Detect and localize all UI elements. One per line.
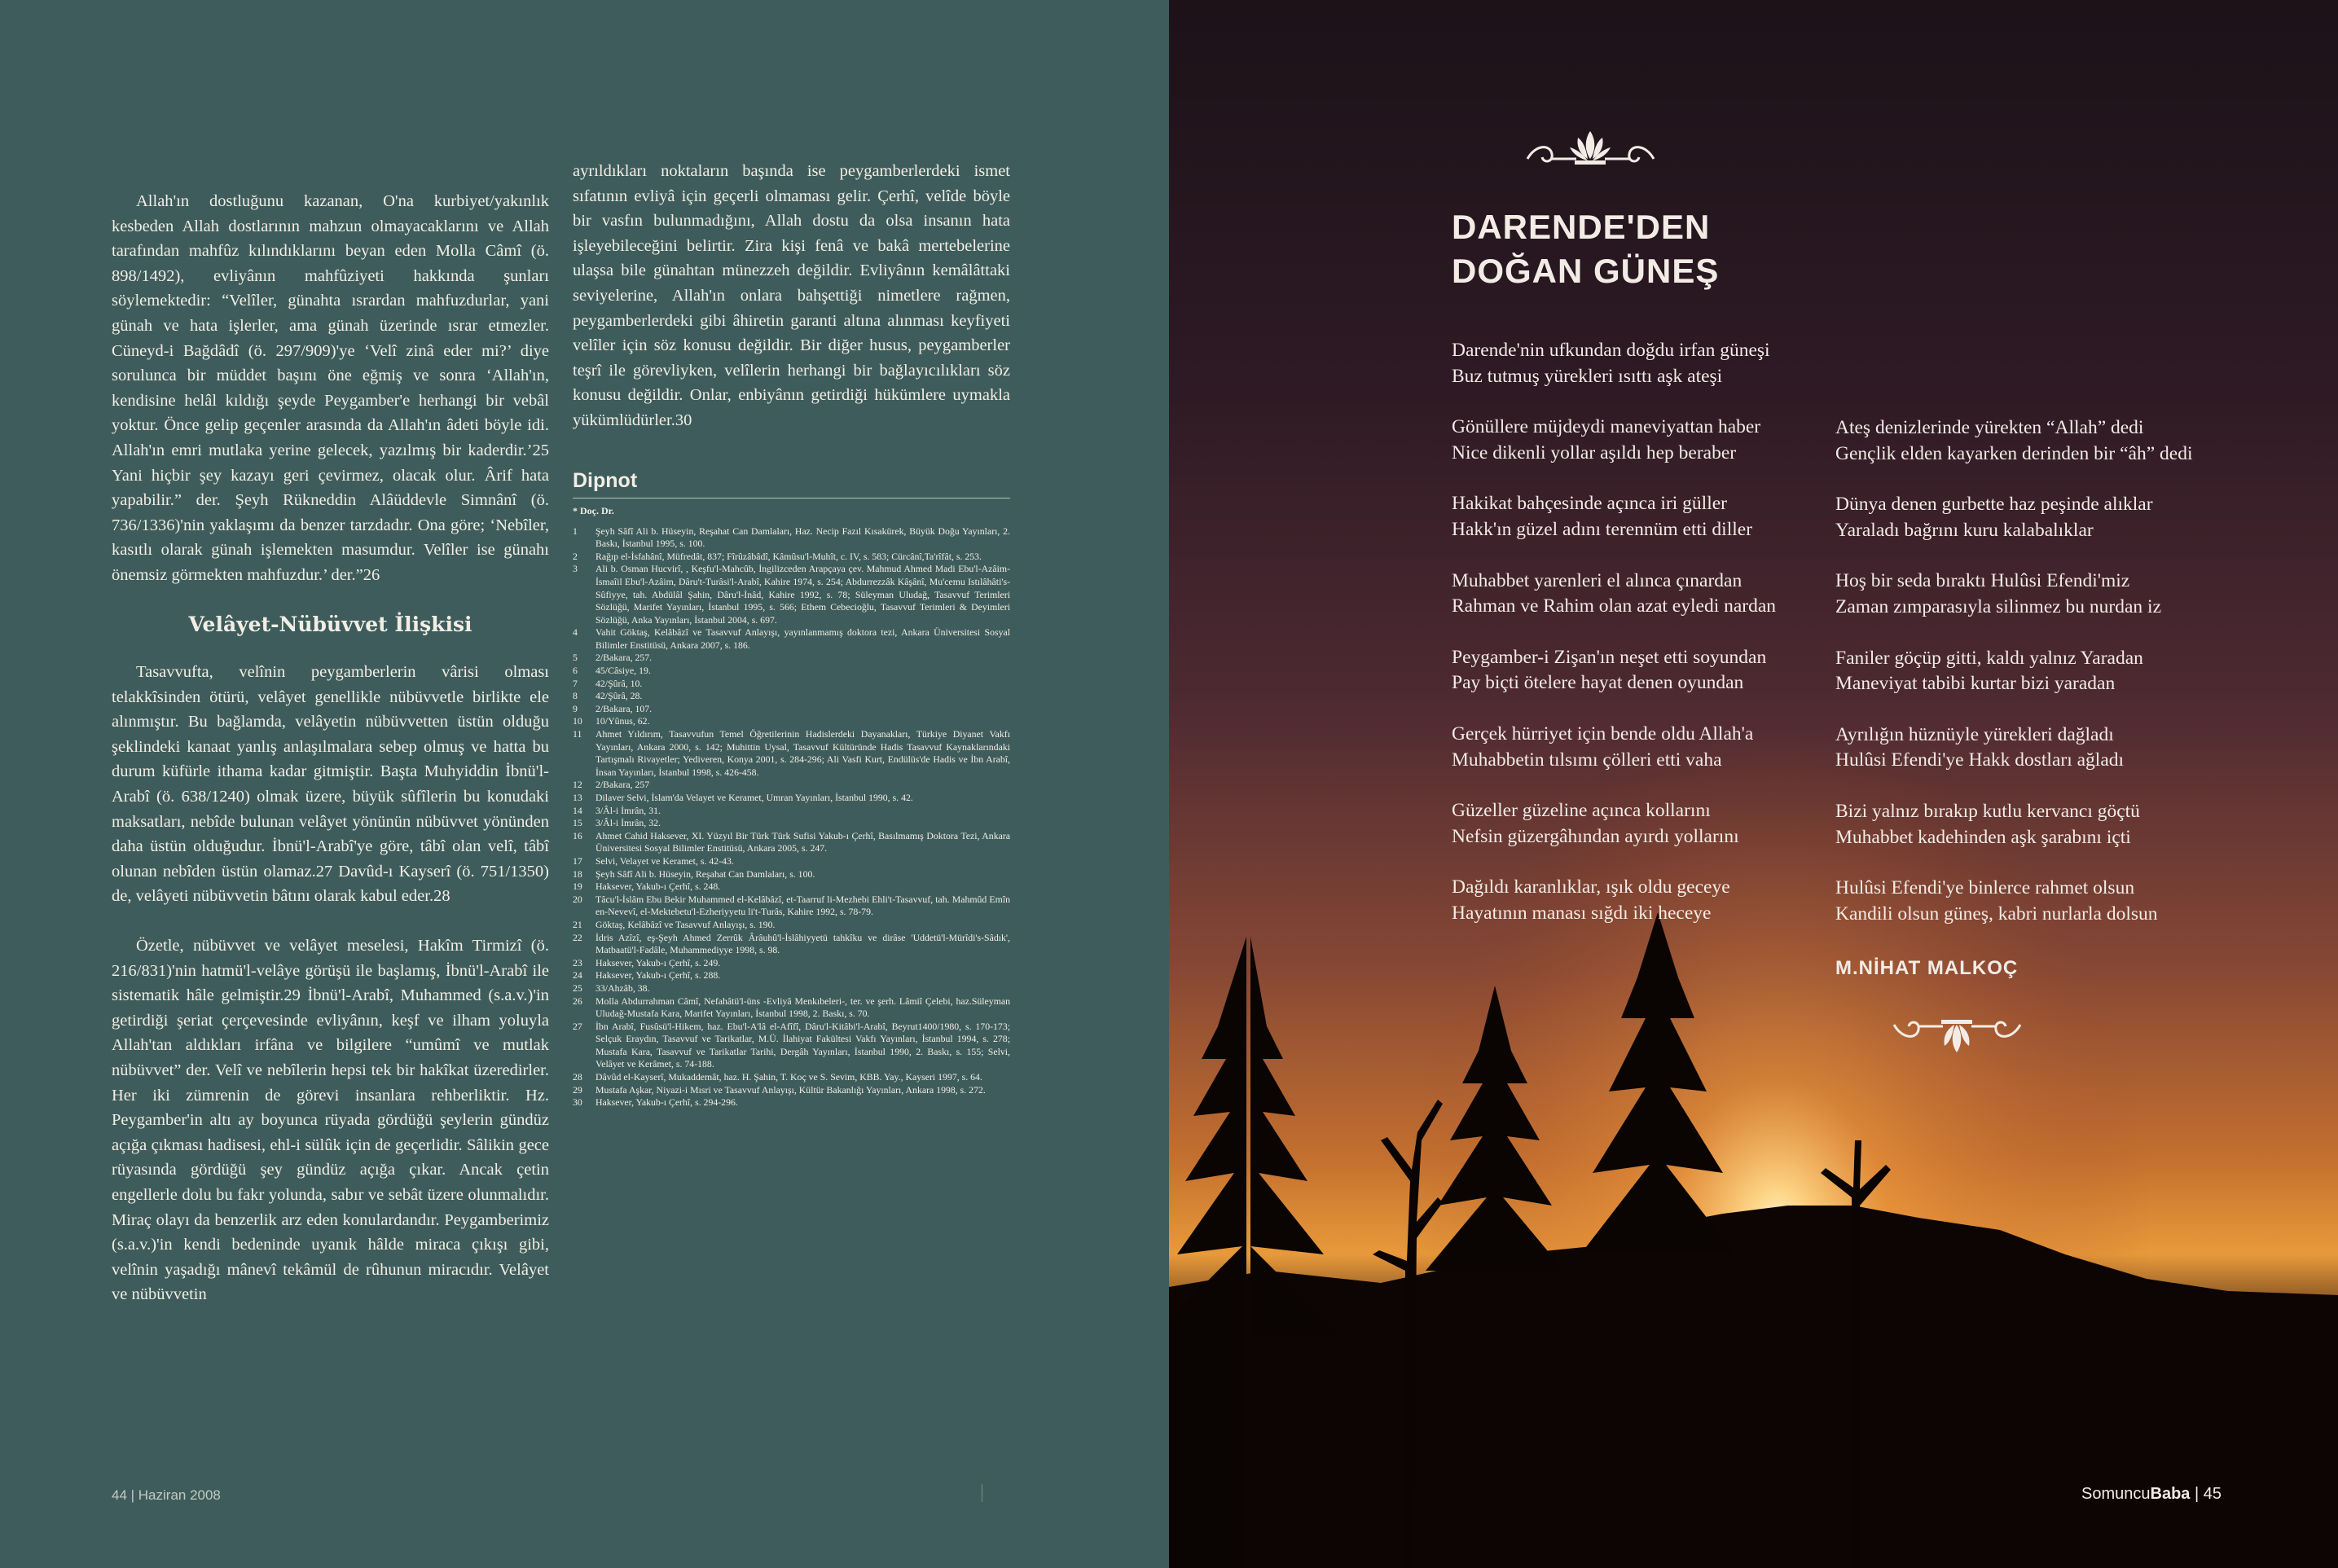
footnote-text: Dâvûd el-Kayserî, Mukaddemât, haz. H. Şahin, T. Koç ve S. Sevim, KBB. Yay., Kayseri 1997, s. 64. [595, 1071, 982, 1083]
footnote-number: 4 [573, 626, 578, 639]
footnote-item [573, 1021, 1010, 1071]
footnote-item [573, 792, 1010, 805]
poem-line: Hoş bir seda bıraktı Hulûsi Efendi'miz [1835, 570, 2130, 592]
poem-stanza [1452, 569, 1776, 620]
poem-line: Hakk'ın güzel adını terennüm etti diller [1452, 518, 1753, 540]
poem-stanza [1835, 492, 2153, 543]
footnote-item [573, 957, 1010, 970]
footnote-text: 2/Bakara, 257 [595, 779, 650, 791]
footnote-number: 10 [573, 715, 582, 727]
poem-line: Yaraladı bağrını kuru kalabalıklar [1835, 519, 2094, 541]
footnote-number: 29 [573, 1083, 582, 1096]
footnote-number: 15 [573, 817, 582, 829]
ornament-bottom-icon [1886, 1008, 2028, 1057]
footnote-text: Göktaş, Kelâbâzî ve Tasavvuf Anlayışı, s. 190. [595, 918, 776, 930]
poem-line: Ateş denizlerinde yürekten “Allah” dedi [1835, 417, 2144, 438]
footnote-item [573, 715, 1010, 728]
footnote-number: 12 [573, 779, 582, 791]
footnotes-divider [573, 498, 1010, 499]
footnote-text: Rağıp el-İsfahânî, Müfredât, 837; Fîrûzâbâdî, Kâmûsu'l-Muhît, c. IV, s. 583; Cürcânî,Ta'rîfât, s. 253. [595, 550, 982, 562]
footnote-item [573, 1096, 1010, 1109]
article-paragraph: ayrıldıkları noktaların başında ise peygamberlerdeki ismet sıfatının evliyâ için geçerli olmaması gelir. Çerhî, velîde böyle bir vasfın bulunmadığını, Allah dostu da olsa insanın hata işleyebileceğini belirtir. Zira kişi fenâ ve bakâ mertebelerine ulaşsa bile günahtan münezzeh değildir. Evliyânın kemâlâttaki seviyelerine, Allah'ın onlara bahşettiği nimetlere rağmen, peygamberlerdeki gibi âhiretin garanti altına alınması keyfiyeti velîler için söz konusu değildir. Bir diğer husus, peygamberler teşrî ile görevliyken, velîlerin herhangi bir bağlayıcılıkları söz konusu değildir. Onlar, enbiyânın getirdiği hükümlere uymakla yükümlüdürler.30 [573, 162, 1010, 429]
section-heading: Velâyet-Nübüvvet İlişkisi [188, 612, 472, 636]
footnote-number: 26 [573, 995, 582, 1007]
footnote-item [573, 703, 1010, 716]
footnote-item [573, 830, 1010, 855]
article-paragraph: Tasavvufta, velînin peygamberlerin vârisi olması telakkîsinden ötürü, velâyet genellikle nübüvvetle birlikte ele alınmıştır. Bu bağlamda, velâyetin nübüvvetten üstün olduğu şeklindeki kanaat yanlış anlaşılmalara sebep olmuş ve hatta bu durum küfürle ithama kadar gitmiştir. Başta Muhyiddin İbnü'l-Arabî (ö. 638/1240) olmak üzere, büyük sûfîlerin bu konudaki maksatları, nebîde bulunan velâyet yönünün nübüvvet yönünden daha üstün olduğudur. İbnü'l-Arabî'ye göre, tâbî olan velî, tâbî olunan nebîden üstün olamaz.27 Davûd-ı Kayserî (ö. 751/1350) de, velâyeti nübüvvetin bâtını olarak kabul eder.28 [112, 663, 549, 906]
poem-stanza [1452, 491, 1752, 542]
footnote-item [573, 805, 1010, 818]
poem-line: Peygamber-i Zişan'ın neşet etti soyundan [1452, 646, 1767, 668]
right-page [1169, 0, 2338, 1568]
footnote-text: 2/Bakara, 107. [595, 702, 653, 714]
poem-stanza [1835, 415, 2192, 467]
page-number: 45 [2203, 1485, 2222, 1503]
poem-line: Dağıldı karanlıklar, ışık oldu geceye [1452, 876, 1730, 898]
footnote-item [573, 779, 1010, 792]
poem-area [1169, 0, 2338, 1568]
poem-line: Buz tutmuş yürekleri ısıttı aşk ateşi [1452, 365, 1723, 387]
footnote-item [573, 626, 1010, 652]
page-footer-right [2081, 1485, 2222, 1504]
footnote-number: 2 [573, 550, 578, 562]
footnote-item [573, 995, 1010, 1021]
footnote-number: 30 [573, 1096, 582, 1109]
poem-line: Kandili olsun güneş, kabri nurlarla dolsun [1835, 903, 2158, 925]
poem-line: Muhabbet kadehinden aşk şarabını içti [1835, 826, 2131, 848]
footnote-number: 20 [573, 893, 582, 905]
poem-stanza [1835, 723, 2124, 774]
footnote-number: 14 [573, 804, 582, 816]
footnote-number: 28 [573, 1071, 582, 1083]
poem-stanza [1452, 875, 1730, 926]
footnote-text: 3/Âl-i İmrân, 32. [595, 817, 661, 829]
article-column-2 [573, 159, 1010, 1109]
footnote-text: Haksever, Yakub-ı Çerhî, s. 248. [595, 881, 721, 893]
poem-line: Pay biçti ötelere hayat denen oyundan [1452, 672, 1744, 694]
footnote-item [573, 690, 1010, 703]
footnote-number: 6 [573, 665, 578, 677]
poem-stanza [1452, 338, 1770, 389]
footnote-item [573, 728, 1010, 779]
ornament-top-icon [1519, 126, 1662, 175]
footnote-text: Tâcu'l-İslâm Ebu Bekir Muhammed el-Kelâbâzî, et-Taarruf li-Mezhebi Ehli't-Tasavvuf, tah. Mahmûd Emîn en-Nevevî, el-Mektebetu'l-Ezheriyyetu li't-Turâs, Kahire 1992, s. 78-79. [595, 893, 1010, 918]
poem-stanza [1452, 798, 1739, 850]
footnote-number: 17 [573, 854, 582, 867]
footnote-item [573, 563, 1010, 626]
footnote-number: 23 [573, 956, 582, 968]
footnote-item [573, 982, 1010, 995]
poem-stanza [1452, 415, 1760, 466]
footnote-number: 25 [573, 982, 582, 994]
article-column-1 [112, 189, 549, 1332]
footnote-item [573, 678, 1010, 691]
footnote-number: 19 [573, 881, 582, 893]
page-footer-left: 44 | Haziran 2008 [112, 1487, 221, 1503]
footnote-text: 42/Şûrâ, 10. [595, 677, 643, 689]
magazine-name-b: Baba [2150, 1485, 2191, 1503]
footnote-item [573, 1084, 1010, 1097]
poem-line: Gerçek hürriyet için bende oldu Allah'a [1452, 723, 1754, 744]
footnote-number: 18 [573, 867, 582, 880]
footnote-number: 9 [573, 702, 578, 714]
footnote-text: Haksever, Yakub-ı Çerhî, s. 288. [595, 969, 721, 982]
footnote-text: Ahmet Cahid Haksever, XI. Yüzyıl Bir Türk Türk Sufisi Yakub-ı Çerhî, Basılmamış Doktora Tezi, Ankara Üniversitesi Sosyal Bilimler Enstitüsü, Ankara 2005, s. 247. [595, 829, 1010, 854]
poem-line: Faniler göçüp gitti, kaldı yalnız Yaradan [1835, 647, 2143, 669]
footnote-item [573, 881, 1010, 894]
footnote-item [573, 932, 1010, 957]
footnotes-list [573, 525, 1010, 1109]
footnote-number: 3 [573, 563, 578, 575]
poem-line: Darende'nin ufkundan doğdu irfan güneşi [1452, 340, 1770, 361]
poem-line: Ayrılığın hüznüyle yürekleri dağladı [1835, 723, 2114, 745]
footnote-number: 16 [573, 829, 582, 841]
poem-line: Gençlik elden kayarken derinden bir “âh” dedi [1835, 442, 2193, 464]
footnote-item [573, 855, 1010, 868]
footnote-number: 22 [573, 931, 582, 943]
poem-stanza [1452, 645, 1766, 696]
poem-line: Güzeller güzeline açınca kollarını [1452, 800, 1711, 822]
poem-line: Maneviyat tabibi kurtar bizi yaradan [1835, 673, 2116, 695]
poem-line: Muhabbetin tılsımı çölleri etti vaha [1452, 749, 1722, 771]
poem-line: Bizi yalnız bırakıp kutlu kervancı göçtü [1835, 801, 2140, 822]
footnote-text: 2/Bakara, 257. [595, 652, 653, 664]
article-paragraph: Allah'ın dostluğunu kazanan, O'na kurbiyet/yakınlık kesbeden Allah dostlarının mahzun olmayacaklarını ve Allah tarafından mahfûz kılındıklarını beyan eden Molla Câmî (ö. 898/1492), evliyânın mahfûziyeti hakkında şunları söylemektedir: “Velîler, günahta ısrardan mahfuzdurlar, yani günah ve hata işlerler, ama günah üzerinde ısrar etmezler. Cüneyd-i Bağdâdî (ö. 297/909)'ye ‘Velî zinâ eder mi?’ diye sorulunca bir müddet başını öne eğmiş ve sonra ‘Allah'ın, kendisine helâl kıldığı şeyde Peygamber'e herhangi bir vebâl yoktur. Önce gelip geçenler arasında da Allah'ın âdeti böyle idi. Allah'ın emri mutlaka yerine gelecek, yazılmış bir kaderdir.’25 Yani hiçbir şey kazayı geri çevirmez, olacak olur. Ârif hata yapabilir.” der. Şeyh Rükneddin Alâüddevle Simnânî (ö. 736/1336)'nin yaklaşımı da benzer tarzdadır. Ona göre; ‘Nebîler, kasıtlı olarak günah işlemekten masumdur. Velîler ise günahı önemsiz görmekten mahfuzdur.’ der.”26 [112, 192, 549, 584]
footnote-number: 8 [573, 690, 578, 702]
footnote-text: Vahit Göktaş, Kelâbâzî ve Tasavvuf Anlayışı, yayınlanmamış doktora tezi, Ankara Üniversitesi Sosyal Bilimler Enstitüsü, Ankara 2007, s. 186. [595, 626, 1010, 651]
footnote-number: 11 [573, 728, 582, 740]
poem-line: Gönüllere müjdeydi maneviyattan haber [1452, 416, 1761, 438]
poem-line: Rahman ve Rahim olan azat eyledi nardan [1452, 595, 1777, 617]
footnote-text: 10/Yûnus, 62. [595, 715, 650, 727]
poem-title-line-1: DARENDE'DEN [1452, 208, 1711, 246]
poem-line: Dünya denen gurbette haz peşinde alıklar [1835, 494, 2153, 516]
footnote-item [573, 868, 1010, 881]
poem-line: Nefsin güzergâhından ayırdı yollarını [1452, 825, 1739, 847]
footnote-number: 24 [573, 969, 582, 982]
poem-stanza [1835, 876, 2158, 927]
footnote-text: Selvi, Velayet ve Keramet, s. 42-43. [595, 854, 734, 867]
poem-stanza [1835, 799, 2140, 850]
footnote-item [573, 919, 1010, 932]
poem-title [1452, 205, 1719, 293]
article-paragraph: Özetle, nübüvvet ve velâyet meselesi, Hakîm Tirmizî (ö. 216/831)'nin hatmü'l-velâye görüşü ile başlamış, İbnü'l-Arabî ile sistematik hâle gelmiştir.29 İbnü'l-Arabî, Muhammed (s.a.v.)'in getirdiği şeriat çerçevesinde evliyânın, keşf ve ilham yoluyla Allah'tan aldıkları irfâna ve bilgilere “umûmî ve mutlak nübüvvet” der. Velî ve nebîlerin hepsi tek bir hakîkat üzeredirler. Her iki zümrenin de görevi insanlara rehberliktir. Hz. Peygamber'in altı ay boyunca rüyada gördüğü şeylerin gündüz açığa çıkması hadisesi, ehl-i sülûk için de geçerlidir. Sâlikin gece rüyasında gördüğü şey gündüz açığa çıkar. Ancak çetin engellerle dolu bu fakr yolunda, sabır ve sebât üzere olunmalıdır. Miraç olayı da benzerlik arz eden konulardandır. Peygamberimiz (s.a.v.)'in kendi bedeninde uyanık hâlde miraca çıkışı gibi, velînin yaşadığı mânevî tekâmül de rûhunun miracıdır. Velâyet ve nübüvvetin [112, 937, 549, 1304]
footnote-text: 3/Âl-i İmrân, 31. [595, 804, 661, 816]
author-title-note: * Doç. Dr. [573, 504, 614, 516]
footnote-number: 7 [573, 677, 578, 689]
footnote-text: Mustafa Aşkar, Niyazi-i Mısri ve Tasavvuf Anlayışı, Kültür Bakanlığı Yayınları, Ankara 1998, s. 272. [595, 1083, 986, 1096]
footnote-item [573, 551, 1010, 564]
poem-line: Hakikat bahçesinde açınca iri güller [1452, 493, 1727, 515]
footnote-text: Ahmet Yıldırım, Tasavvufun Temel Öğretilerinin Hadislerdeki Dayanakları, Türkiye Diyanet Vakfı Yayınları, Ankara 2000, s. 142; Muhittin Uysal, Tasavvuf Kültüründe Hadis Tasavvuf Kaynaklarındaki Tartışmalı Rivayetler; Yediveren, Konya 2001, s. 284-296; Ali Vasfi Kurt, Endülüs'de Hadis ve İbn Arabî, İnsan Yayınları, İstanbul 1998, s. 426-458. [595, 728, 1010, 778]
poem-author: M.NİHAT MALKOÇ [1835, 957, 2019, 979]
footnotes-heading: Dipnot [573, 468, 638, 492]
footnote-text: İbn Arabî, Fusûsü'l-Hikem, haz. Ebu'l-A'lâ el-Afîfî, Dâru'l-Kitâbi'l-Arabî, Beyrut1400/1980, s. 170-173; Selçuk Eraydın, Tasavvuf ve Tarikatlar, M.Ü. İlahiyat Fakültesi Vakfı Yayınları, İstanbul 1994, s. 278; Mustafa Kara, Tasavvuf ve Tarikatlar Tarihi, Dergâh Yayınları, İstanbul 1990, 2. Baskı, s. 155; Selvi, Velâyet ve Kerâmet, s. 74-188. [595, 1020, 1010, 1070]
poem-stanza [1452, 722, 1753, 773]
footnote-text: 42/Şûrâ, 28. [595, 690, 643, 702]
poem-line: Zaman zımparasıyla silinmez bu nurdan iz [1835, 595, 2162, 617]
poem-line: Muhabbet yarenleri el alınca çınardan [1452, 569, 1743, 591]
footnote-item [573, 817, 1010, 830]
poem-line: Hulûsi Efendi'ye Hakk dostları ağladı [1835, 749, 2125, 771]
footnote-text: Haksever, Yakub-ı Çerhî, s. 294-296. [595, 1096, 738, 1109]
footnote-text: İdris Azîzî, eş-Şeyh Ahmed Zerrûk Ârâuhû'l-İslâhiyyetü tahkîku ve dirâse 'Uddetü'l-Mürîdi's-Sâdık', Matbaatü'l-Fadâle, Muhammediyye 1998, s. 98. [595, 931, 1010, 956]
footnote-number: 5 [573, 652, 578, 664]
footnote-text: 45/Câsiye, 19. [595, 665, 651, 677]
footnote-text: 33/Ahzâb, 38. [595, 982, 650, 994]
footnote-item [573, 665, 1010, 678]
footnote-number: 13 [573, 792, 582, 803]
footer-separator: | [2194, 1485, 2200, 1503]
magazine-name-a: Somuncu [2081, 1485, 2151, 1503]
poem-stanza [1835, 646, 2143, 697]
footnote-item [573, 652, 1010, 665]
footnote-item [573, 1071, 1010, 1084]
footnote-text: Dilaver Selvi, İslam'da Velayet ve Keramet, Umran Yayınları, İstanbul 1990, s. 42. [595, 792, 913, 803]
poem-title-line-2: DOĞAN GÜNEŞ [1452, 252, 1720, 290]
poem-line: Hayatının manası sığdı iki heceye [1452, 902, 1712, 924]
footnote-text: Ali b. Osman Hucvirî, , Keşfu'l-Mahcûb, İngilizceden Arapçaya çev. Mahmud Ahmed Madi Ebu'l-Azâim-İsmaîil Ebu'l-Azâim, Dâru't-Turâsi'l-Arabî, Kahire 1974, s. 254; Abdurrezzâk Kâşânî, Mu'cemu Istılâhâti's-Sûfiyye, tah. Abdülâl Şahin, Dâru'l-İnâd, Kahire 1992, s. 78; Süleyman Uludağ, Tasavvuf Terimleri Sözlüğü, Marifet Yayınları, İstanbul 1995, s. 566; Ethem Cebecioğlu, Tasavvuf Terimleri & Deyimleri Sözlüğü, Anka Yayınları, İstanbul 2004, s. 697. [595, 563, 1010, 626]
poem-line: Hulûsi Efendi'ye binlerce rahmet olsun [1835, 877, 2135, 899]
footnote-item [573, 525, 1010, 551]
footnote-text: Şeyh Sâfî Ali b. Hüseyin, Reşahat Can Damlaları, Haz. Necip Fazıl Kısakürek, Büyük Doğu Yayınları, 2. Baskı, İstanbul 1995, s. 100. [595, 525, 1010, 550]
poem-stanza [1835, 569, 2161, 620]
footnote-number: 27 [573, 1020, 582, 1032]
footnote-item [573, 894, 1010, 919]
footnote-item [573, 969, 1010, 982]
poem-line: Nice dikenli yollar aşıldı hep beraber [1452, 441, 1737, 463]
footnote-text: Molla Abdurrahman Câmî, Nefahâtü'l-üns -Evliyâ Menkıbeleri-, ter. ve şerh. Lâmiî Çelebi, haz.Süleyman Uludağ-Mustafa Kara, Marifet Yayınları, İstanbul 1998, 2. Baskı, s. 70. [595, 995, 1010, 1020]
footnote-text: Şeyh Sâfî Ali b. Hüseyin, Reşahat Can Damlaları, s. 100. [595, 867, 815, 880]
footnote-number: 21 [573, 918, 582, 930]
footnote-number: 1 [573, 525, 578, 537]
footnote-text: Haksever, Yakub-ı Çerhî, s. 249. [595, 956, 721, 968]
